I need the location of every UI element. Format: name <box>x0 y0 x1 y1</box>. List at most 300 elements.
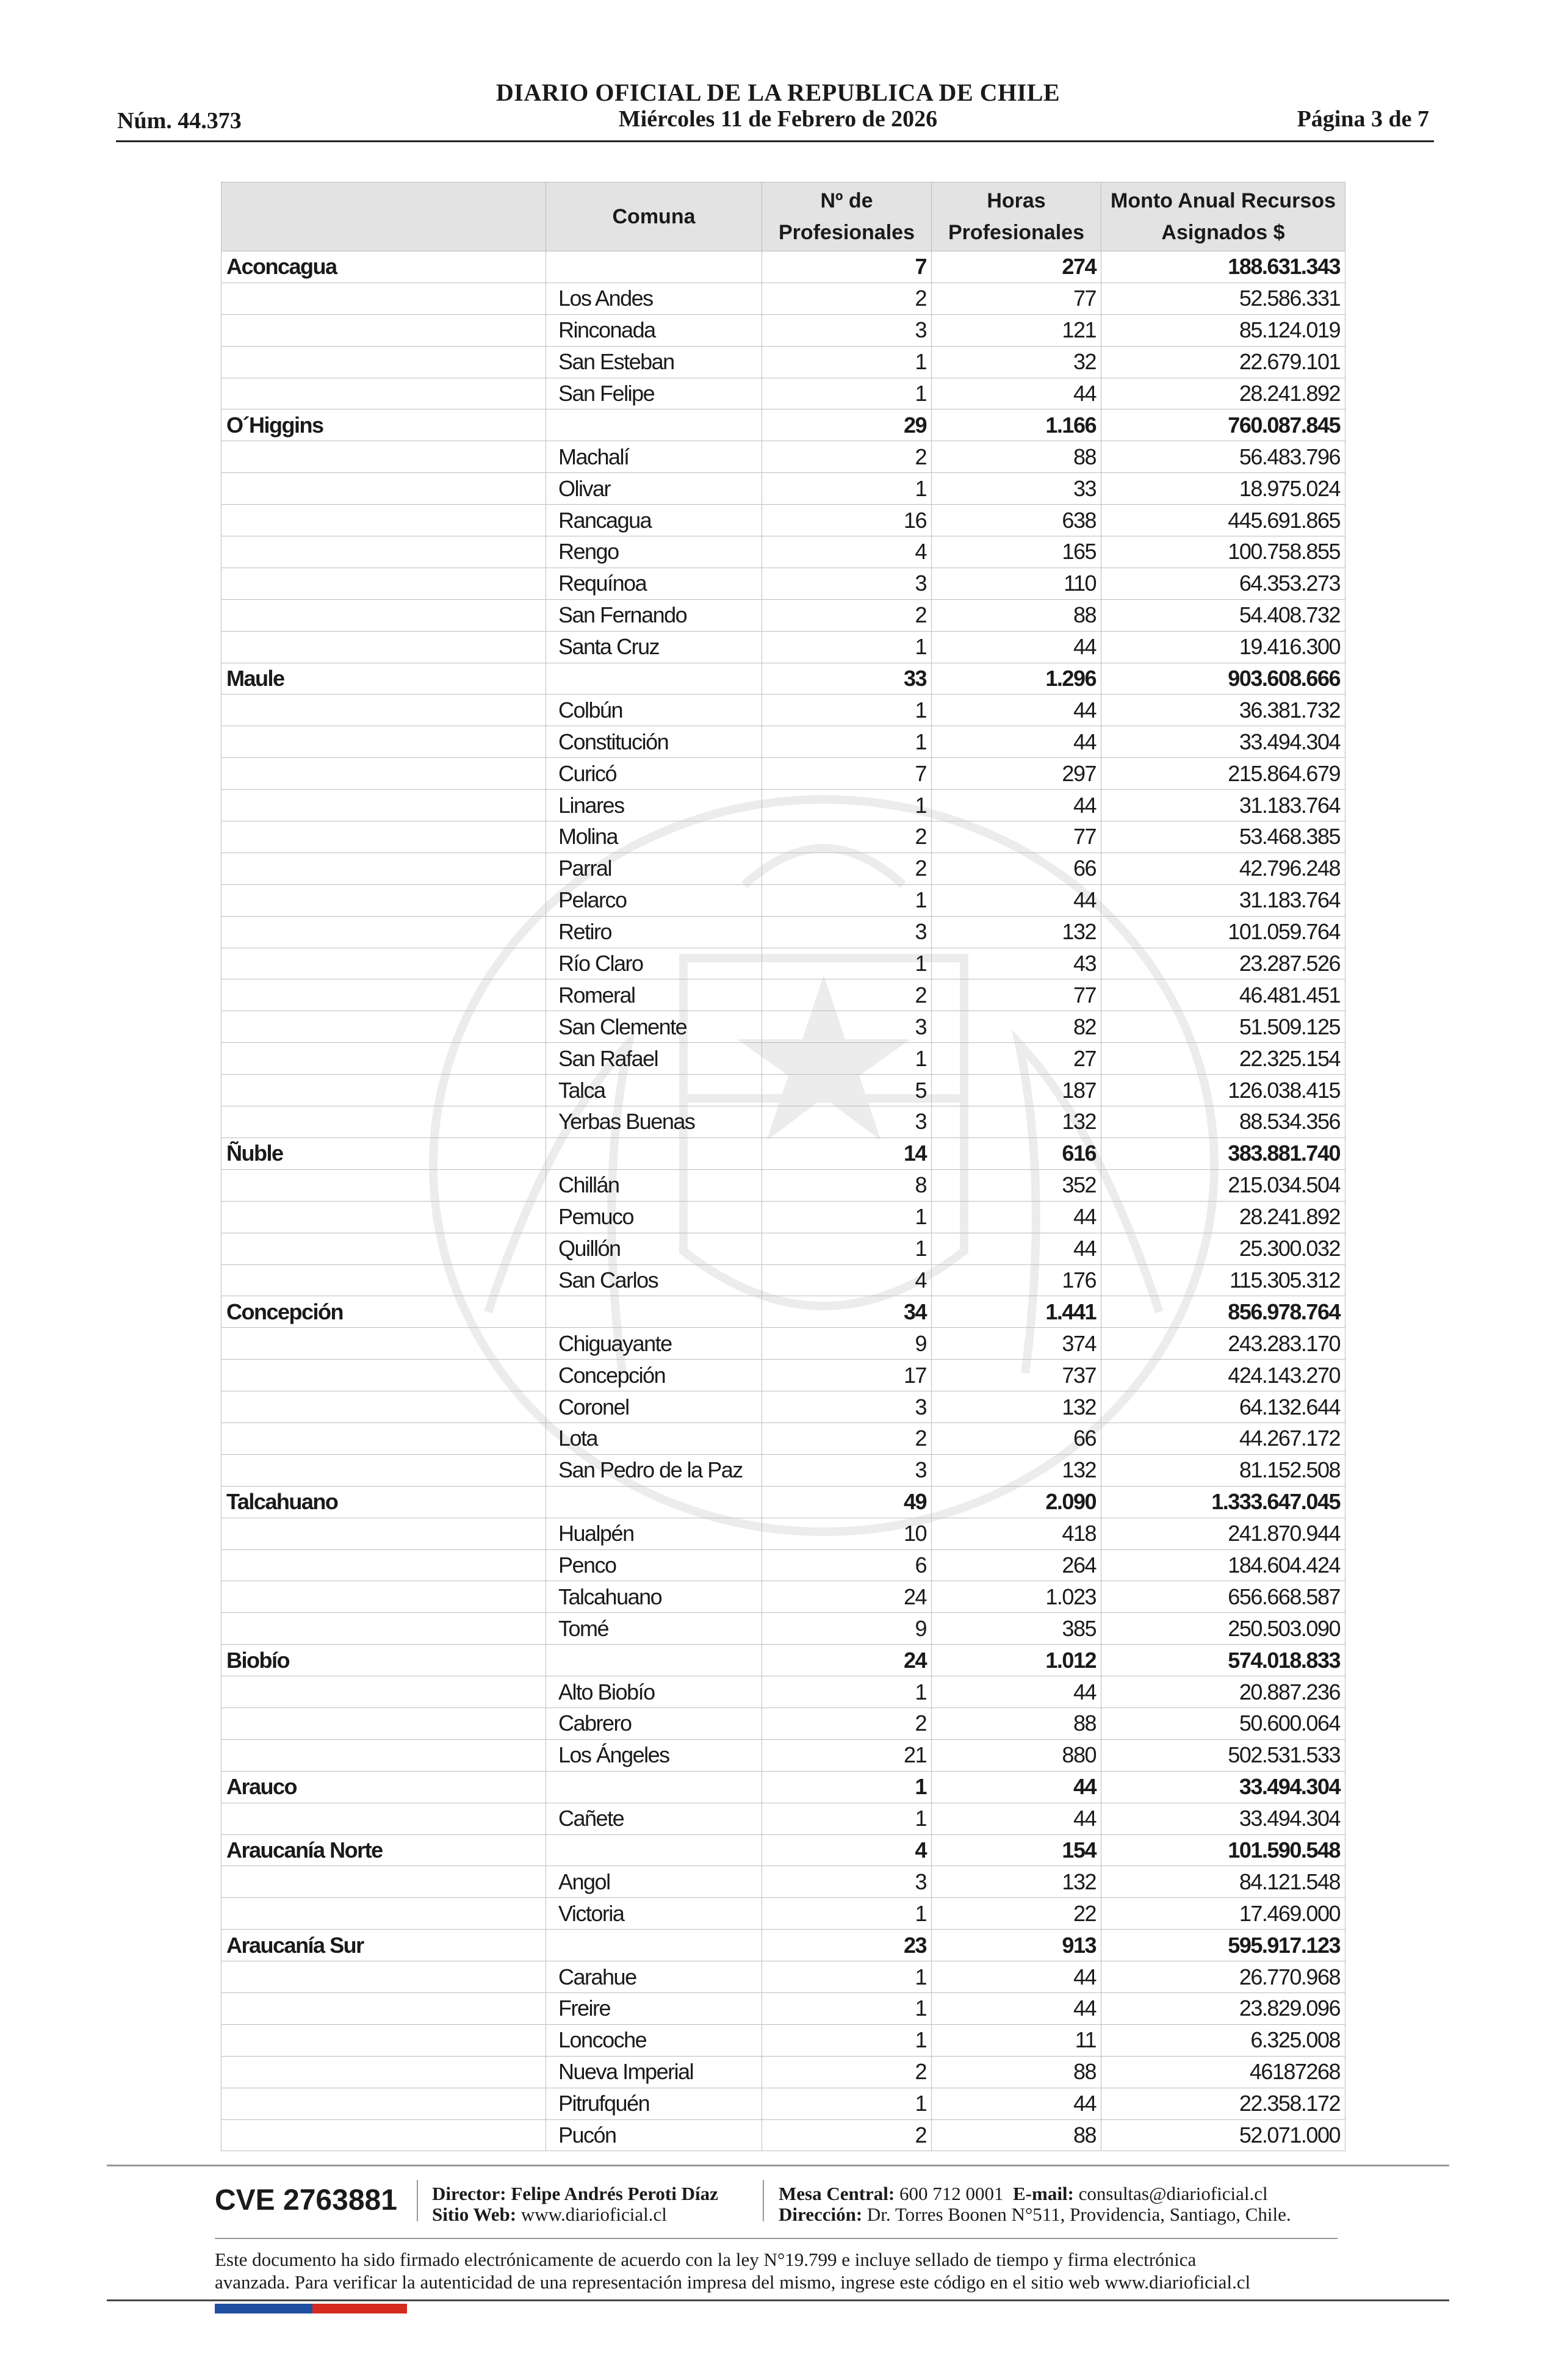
table-header-row <box>222 182 1345 251</box>
comuna-cell: Alto Biobío <box>546 1676 762 1708</box>
profesionales-cell: 1 <box>762 473 932 505</box>
profesionales-cell: 1 <box>762 2024 932 2056</box>
profesionales-cell: 1 <box>762 1771 932 1803</box>
flag-stripe-red <box>312 2304 407 2313</box>
comuna-cell <box>546 1486 762 1518</box>
region-cell <box>222 346 546 378</box>
horas-cell: 274 <box>932 251 1101 283</box>
profesionales-cell: 2 <box>762 1423 932 1454</box>
region-cell <box>222 1898 546 1930</box>
footer-divider-3 <box>107 2299 1449 2301</box>
monto-cell: 383.881.740 <box>1101 1138 1345 1169</box>
comuna-cell: Victoria <box>546 1898 762 1930</box>
horas-cell: 44 <box>932 1676 1101 1708</box>
comuna-row <box>222 1707 1345 1739</box>
profesionales-cell: 8 <box>762 1169 932 1201</box>
monto-cell: 6.325.008 <box>1101 2024 1345 2056</box>
comuna-cell: San Pedro de la Paz <box>546 1454 762 1486</box>
region-cell <box>222 441 546 473</box>
comuna-row <box>222 1961 1345 1993</box>
comuna-cell: Pucón <box>546 2119 762 2151</box>
profesionales-cell: 1 <box>762 631 932 663</box>
region-cell: Aconcagua <box>222 251 546 283</box>
comuna-row <box>222 1518 1345 1549</box>
horas-cell: 44 <box>932 726 1101 758</box>
horas-cell: 187 <box>932 1075 1101 1106</box>
monto-cell: 19.416.300 <box>1101 631 1345 663</box>
mesa-phone: 600 712 0001 <box>899 2183 1004 2204</box>
comuna-row <box>222 1613 1345 1645</box>
publication-date: Miércoles 11 de Febrero de 2026 <box>618 106 938 132</box>
region-cell <box>222 378 546 409</box>
comuna-cell <box>546 1138 762 1169</box>
profesionales-cell: 4 <box>762 1264 932 1296</box>
region-cell <box>222 1707 546 1739</box>
horas-cell: 132 <box>932 1454 1101 1486</box>
comuna-row <box>222 1264 1345 1296</box>
profesionales-cell: 5 <box>762 1075 932 1106</box>
horas-cell: 132 <box>932 916 1101 948</box>
horas-cell: 66 <box>932 1423 1101 1454</box>
region-cell <box>222 2119 546 2151</box>
column-header-comuna: Comuna <box>546 182 762 251</box>
monto-cell: 23.829.096 <box>1101 1992 1345 2024</box>
comuna-cell <box>546 1645 762 1676</box>
monto-cell: 760.087.845 <box>1101 409 1345 441</box>
monto-cell: 52.071.000 <box>1101 2119 1345 2151</box>
comuna-row <box>222 916 1345 948</box>
comuna-row <box>222 1169 1345 1201</box>
region-row <box>222 1771 1345 1803</box>
monto-cell: 46187268 <box>1101 2056 1345 2088</box>
comuna-cell: Requínoa <box>546 568 762 599</box>
comuna-cell: Retiro <box>546 916 762 948</box>
monto-cell: 28.241.892 <box>1101 378 1345 409</box>
issue-number: Núm. 44.373 <box>117 108 242 134</box>
monto-cell: 574.018.833 <box>1101 1645 1345 1676</box>
horas-cell: 77 <box>932 979 1101 1011</box>
profesionales-cell: 3 <box>762 568 932 599</box>
horas-cell: 27 <box>932 1043 1101 1075</box>
region-cell <box>222 790 546 821</box>
comuna-cell: Nueva Imperial <box>546 2056 762 2088</box>
profesionales-cell: 1 <box>762 726 932 758</box>
horas-cell: 121 <box>932 314 1101 346</box>
director-label: Director: <box>432 2183 506 2204</box>
region-cell: Arauco <box>222 1771 546 1803</box>
region-row <box>222 1834 1345 1866</box>
horas-cell: 154 <box>932 1834 1101 1866</box>
monto-cell: 101.059.764 <box>1101 916 1345 948</box>
comuna-cell: Romeral <box>546 979 762 1011</box>
monto-cell: 36.381.732 <box>1101 694 1345 726</box>
horas-cell: 418 <box>932 1518 1101 1549</box>
monto-cell: 85.124.019 <box>1101 314 1345 346</box>
publication-title: DIARIO OFICIAL DE LA REPUBLICA DE CHILE <box>495 79 1061 106</box>
comuna-row <box>222 2088 1345 2119</box>
horas-cell: 1.166 <box>932 409 1101 441</box>
region-cell: Concepción <box>222 1296 546 1328</box>
comuna-row <box>222 568 1345 599</box>
profesionales-cell: 1 <box>762 884 932 916</box>
monto-cell: 52.586.331 <box>1101 283 1345 314</box>
comuna-cell: Carahue <box>546 1961 762 1993</box>
horas-cell: 88 <box>932 599 1101 631</box>
profesionales-cell: 1 <box>762 1233 932 1264</box>
cve-code: CVE 2763881 <box>215 2184 397 2216</box>
comuna-row <box>222 1581 1345 1613</box>
comuna-cell: Curicó <box>546 758 762 790</box>
comuna-cell: Loncoche <box>546 2024 762 2056</box>
horas-cell: 82 <box>932 1011 1101 1043</box>
region-cell <box>222 1961 546 1993</box>
profesionales-cell: 1 <box>762 948 932 979</box>
region-cell <box>222 505 546 536</box>
region-cell: Araucanía Sur <box>222 1930 546 1961</box>
horas-cell: 2.090 <box>932 1486 1101 1518</box>
horas-cell: 44 <box>932 1961 1101 1993</box>
profesionales-cell: 1 <box>762 1992 932 2024</box>
horas-cell: 88 <box>932 441 1101 473</box>
profesionales-cell: 3 <box>762 1866 932 1898</box>
profesionales-cell: 1 <box>762 1961 932 1993</box>
profesionales-cell: 3 <box>762 916 932 948</box>
comuna-row <box>222 346 1345 378</box>
horas-cell: 44 <box>932 790 1101 821</box>
horas-cell: 66 <box>932 853 1101 884</box>
monto-cell: 115.305.312 <box>1101 1264 1345 1296</box>
comuna-cell: San Fernando <box>546 599 762 631</box>
address-text: Dr. Torres Boonen N°511, Providencia, Santiago, Chile. <box>866 2204 1291 2225</box>
comuna-row <box>222 1043 1345 1075</box>
horas-cell: 32 <box>932 346 1101 378</box>
profesionales-cell: 17 <box>762 1360 932 1391</box>
region-cell <box>222 1739 546 1771</box>
region-cell: Maule <box>222 663 546 694</box>
monto-cell: 31.183.764 <box>1101 790 1345 821</box>
monto-cell: 64.353.273 <box>1101 568 1345 599</box>
comuna-cell: Rinconada <box>546 314 762 346</box>
monto-cell: 424.143.270 <box>1101 1360 1345 1391</box>
region-cell <box>222 948 546 979</box>
region-cell <box>222 1264 546 1296</box>
comuna-cell: Lota <box>546 1423 762 1454</box>
region-cell <box>222 1581 546 1613</box>
column-header-horas: Horas Profesionales <box>932 182 1101 251</box>
horas-cell: 88 <box>932 2056 1101 2088</box>
comuna-row <box>222 726 1345 758</box>
region-cell <box>222 1454 546 1486</box>
comuna-row <box>222 2119 1345 2151</box>
monto-cell: 188.631.343 <box>1101 251 1345 283</box>
horas-cell: 44 <box>932 1201 1101 1233</box>
region-cell <box>222 884 546 916</box>
monto-cell: 903.608.666 <box>1101 663 1345 694</box>
comuna-cell <box>546 1296 762 1328</box>
horas-cell: 44 <box>932 1803 1101 1834</box>
profesionales-cell: 2 <box>762 1707 932 1739</box>
profesionales-cell: 33 <box>762 663 932 694</box>
comuna-row <box>222 1992 1345 2024</box>
profesionales-cell: 49 <box>762 1486 932 1518</box>
comuna-cell: San Esteban <box>546 346 762 378</box>
comuna-cell: Cabrero <box>546 1707 762 1739</box>
horas-cell: 352 <box>932 1169 1101 1201</box>
region-cell <box>222 1169 546 1201</box>
horas-cell: 33 <box>932 473 1101 505</box>
region-row <box>222 251 1345 283</box>
horas-cell: 88 <box>932 1707 1101 1739</box>
profesionales-cell: 3 <box>762 314 932 346</box>
comuna-row <box>222 1328 1345 1360</box>
comuna-cell: Pemuco <box>546 1201 762 1233</box>
profesionales-cell: 2 <box>762 2056 932 2088</box>
profesionales-cell: 24 <box>762 1645 932 1676</box>
region-cell <box>222 1328 546 1360</box>
horas-cell: 88 <box>932 2119 1101 2151</box>
profesionales-cell: 14 <box>762 1138 932 1169</box>
monto-cell: 215.864.679 <box>1101 758 1345 790</box>
profesionales-cell: 16 <box>762 505 932 536</box>
horas-cell: 1.296 <box>932 663 1101 694</box>
footer-separator <box>417 2180 418 2221</box>
region-cell <box>222 1518 546 1549</box>
region-cell <box>222 314 546 346</box>
monto-cell: 64.132.644 <box>1101 1391 1345 1423</box>
monto-cell: 1.333.647.045 <box>1101 1486 1345 1518</box>
profesionales-cell: 2 <box>762 853 932 884</box>
monto-cell: 250.503.090 <box>1101 1613 1345 1645</box>
email-label: E-mail: <box>1013 2183 1074 2204</box>
region-cell <box>222 536 546 568</box>
comuna-row <box>222 536 1345 568</box>
region-cell <box>222 694 546 726</box>
region-cell <box>222 1866 546 1898</box>
monto-cell: 54.408.732 <box>1101 599 1345 631</box>
profesionales-cell: 4 <box>762 1834 932 1866</box>
profesionales-cell: 7 <box>762 758 932 790</box>
region-cell <box>222 726 546 758</box>
horas-cell: 264 <box>932 1549 1101 1581</box>
profesionales-cell: 1 <box>762 378 932 409</box>
region-cell: Biobío <box>222 1645 546 1676</box>
profesionales-cell: 1 <box>762 694 932 726</box>
profesionales-cell: 3 <box>762 1391 932 1423</box>
profesionales-cell: 1 <box>762 1676 932 1708</box>
comuna-cell <box>546 251 762 283</box>
region-cell <box>222 2088 546 2119</box>
region-cell <box>222 853 546 884</box>
monto-cell: 184.604.424 <box>1101 1549 1345 1581</box>
horas-cell: 374 <box>932 1328 1101 1360</box>
horas-cell: 737 <box>932 1360 1101 1391</box>
monto-cell: 25.300.032 <box>1101 1233 1345 1264</box>
comuna-cell: Los Ángeles <box>546 1739 762 1771</box>
comuna-row <box>222 1898 1345 1930</box>
profesionales-cell: 34 <box>762 1296 932 1328</box>
monto-cell: 51.509.125 <box>1101 1011 1345 1043</box>
director-name: Felipe Andrés Peroti Díaz <box>511 2183 718 2204</box>
comuna-cell: Parral <box>546 853 762 884</box>
comuna-row <box>222 314 1345 346</box>
monto-cell: 126.038.415 <box>1101 1075 1345 1106</box>
monto-cell: 46.481.451 <box>1101 979 1345 1011</box>
monto-cell: 502.531.533 <box>1101 1739 1345 1771</box>
comuna-row <box>222 1233 1345 1264</box>
region-cell <box>222 1803 546 1834</box>
region-cell <box>222 1106 546 1138</box>
comuna-row <box>222 631 1345 663</box>
website-label: Sitio Web: <box>432 2204 517 2225</box>
monto-cell: 22.325.154 <box>1101 1043 1345 1075</box>
comuna-cell: San Clemente <box>546 1011 762 1043</box>
comuna-row <box>222 441 1345 473</box>
region-row <box>222 1138 1345 1169</box>
comuna-cell: Los Andes <box>546 283 762 314</box>
comuna-row <box>222 1360 1345 1391</box>
comuna-row <box>222 1676 1345 1708</box>
horas-cell: 1.441 <box>932 1296 1101 1328</box>
monto-cell: 50.600.064 <box>1101 1707 1345 1739</box>
comuna-cell: Cañete <box>546 1803 762 1834</box>
flag-stripe-blue <box>215 2304 312 2313</box>
column-header-monto: Monto Anual Recursos Asignados $ <box>1101 182 1345 251</box>
profesionales-cell: 23 <box>762 1930 932 1961</box>
region-cell: Talcahuano <box>222 1486 546 1518</box>
region-cell <box>222 1391 546 1423</box>
profesionales-cell: 29 <box>762 409 932 441</box>
profesionales-cell: 9 <box>762 1328 932 1360</box>
comuna-row <box>222 1549 1345 1581</box>
comuna-cell: Hualpén <box>546 1518 762 1549</box>
monto-cell: 243.283.170 <box>1101 1328 1345 1360</box>
profesionales-cell: 24 <box>762 1581 932 1613</box>
region-cell <box>222 1992 546 2024</box>
horas-cell: 1.012 <box>932 1645 1101 1676</box>
monto-cell: 22.679.101 <box>1101 346 1345 378</box>
comuna-cell <box>546 1930 762 1961</box>
address-label: Dirección: <box>779 2204 863 2225</box>
comuna-cell: Talca <box>546 1075 762 1106</box>
comuna-row <box>222 2056 1345 2088</box>
comuna-row <box>222 948 1345 979</box>
horas-cell: 11 <box>932 2024 1101 2056</box>
horas-cell: 176 <box>932 1264 1101 1296</box>
profesionales-cell: 7 <box>762 251 932 283</box>
region-cell <box>222 2056 546 2088</box>
region-cell <box>222 473 546 505</box>
monto-cell: 33.494.304 <box>1101 726 1345 758</box>
monto-cell: 84.121.548 <box>1101 1866 1345 1898</box>
header-divider <box>116 140 1434 142</box>
comuna-cell: Tomé <box>546 1613 762 1645</box>
horas-cell: 165 <box>932 536 1101 568</box>
comuna-row <box>222 505 1345 536</box>
region-cell <box>222 1075 546 1106</box>
legal-line-1: Este documento ha sido firmado electrónicamente de acuerdo con la ley N°19.799 e incluye sellado de tiempo y firma electrónica <box>215 2249 1197 2270</box>
contact-line <box>779 2183 1268 2205</box>
comuna-row <box>222 1201 1345 1233</box>
profesionales-cell: 3 <box>762 1106 932 1138</box>
website-link[interactable]: www.diarioficial.cl <box>520 2204 667 2225</box>
profesionales-cell: 21 <box>762 1739 932 1771</box>
profesionales-cell: 4 <box>762 536 932 568</box>
comuna-row <box>222 283 1345 314</box>
monto-cell: 20.887.236 <box>1101 1676 1345 1708</box>
column-header-profesionales: Nº de Profesionales <box>762 182 932 251</box>
region-cell <box>222 1233 546 1264</box>
footer-divider <box>107 2165 1449 2166</box>
legal-notice <box>215 2248 1350 2293</box>
comuna-row <box>222 599 1345 631</box>
comuna-cell: Chiguayante <box>546 1328 762 1360</box>
monto-cell: 215.034.504 <box>1101 1169 1345 1201</box>
comuna-cell: San Rafael <box>546 1043 762 1075</box>
region-cell <box>222 1011 546 1043</box>
horas-cell: 44 <box>932 2088 1101 2119</box>
horas-cell: 297 <box>932 758 1101 790</box>
region-row <box>222 409 1345 441</box>
region-cell <box>222 1360 546 1391</box>
comuna-cell: Chillán <box>546 1169 762 1201</box>
monto-cell: 56.483.796 <box>1101 441 1345 473</box>
comuna-cell <box>546 1834 762 1866</box>
region-row <box>222 1645 1345 1676</box>
comuna-row <box>222 758 1345 790</box>
monto-cell: 53.468.385 <box>1101 821 1345 853</box>
column-header-region <box>222 182 546 251</box>
monto-cell: 31.183.764 <box>1101 884 1345 916</box>
comuna-row <box>222 1803 1345 1834</box>
region-cell <box>222 568 546 599</box>
profesionales-cell: 2 <box>762 821 932 853</box>
profesionales-cell: 1 <box>762 1201 932 1233</box>
comuna-row <box>222 378 1345 409</box>
monto-cell: 23.287.526 <box>1101 948 1345 979</box>
profesionales-cell: 1 <box>762 346 932 378</box>
horas-cell: 913 <box>932 1930 1101 1961</box>
comuna-cell: Talcahuano <box>546 1581 762 1613</box>
monto-cell: 22.358.172 <box>1101 2088 1345 2119</box>
region-cell <box>222 979 546 1011</box>
address-line <box>779 2204 1291 2226</box>
horas-cell: 44 <box>932 631 1101 663</box>
region-cell <box>222 1043 546 1075</box>
profesionales-cell: 2 <box>762 979 932 1011</box>
comuna-cell: Colbún <box>546 694 762 726</box>
profesionales-cell: 9 <box>762 1613 932 1645</box>
region-cell <box>222 1613 546 1645</box>
table-body <box>222 251 1345 2151</box>
monto-cell: 33.494.304 <box>1101 1771 1345 1803</box>
profesionales-cell: 1 <box>762 1898 932 1930</box>
comuna-cell: Río Claro <box>546 948 762 979</box>
monto-cell: 856.978.764 <box>1101 1296 1345 1328</box>
region-row <box>222 1296 1345 1328</box>
horas-cell: 44 <box>932 1992 1101 2024</box>
horas-cell: 44 <box>932 1233 1101 1264</box>
legal-line-2: avanzada. Para verificar la autenticidad de una representación impresa del mismo, ingrese este código en el sitio web www.diarioficial.cl <box>215 2271 1251 2293</box>
comuna-row <box>222 1454 1345 1486</box>
footer-separator <box>763 2180 764 2221</box>
comuna-row <box>222 979 1345 1011</box>
monto-cell: 656.668.587 <box>1101 1581 1345 1613</box>
comuna-row <box>222 694 1345 726</box>
region-cell <box>222 1201 546 1233</box>
horas-cell: 132 <box>932 1866 1101 1898</box>
profesionales-cell: 2 <box>762 283 932 314</box>
email-link[interactable]: consultas@diarioficial.cl <box>1078 2183 1268 2204</box>
